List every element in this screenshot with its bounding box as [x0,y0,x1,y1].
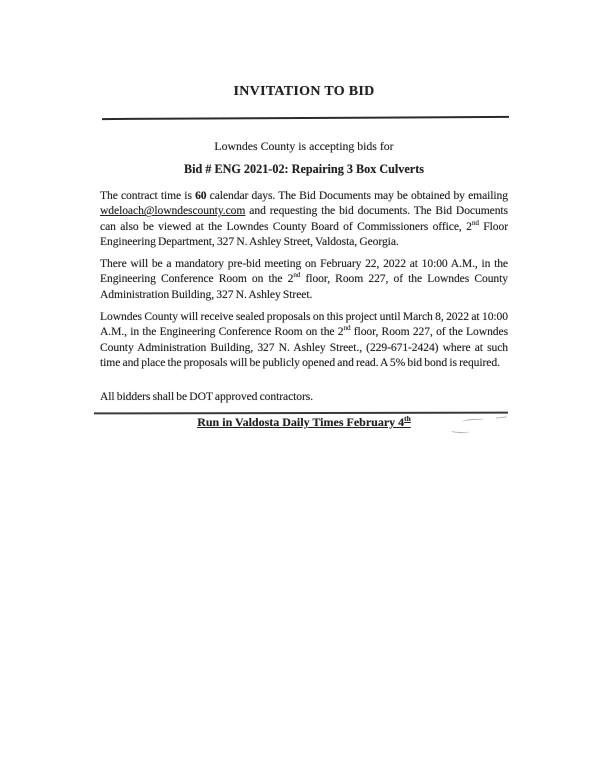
paragraph-prebid-meeting: There will be a mandatory pre-bid meeting on February 22, 2022 at 10:00 A.M., in the Engineering Conference Room on the 2nd floor, Room 227, of the Lowndes County Administration Building, 327 N. Ashley Street. [100,257,508,301]
document-title: INVITATION TO BID [233,84,375,99]
scan-smudge [451,428,469,434]
intro-line: Lowndes County is accepting bids for [214,139,394,153]
divider-bottom [94,411,508,414]
divider-top [102,116,509,120]
paragraph-dot-contractors: All bidders shall be DOT approved contractors. [100,390,314,403]
footer-note: Run in Valdosta Daily Times February 4th [197,414,411,429]
bid-heading: Bid # ENG 2021-02: Repairing 3 Box Culverts [183,162,425,176]
paragraph-sealed-proposals: Lowndes County will receive sealed proposals on this project until March 8, 2022 at 10:00 A.M., in the Engineering Conference Room on the 2nd floor, Room 227, of the Lowndes County Administration Building, 327 N. Ashley Street., (229-671-2424) where at such time and place the proposals will be publicly opened and read. A 5% bid bond is required. [100,310,508,369]
paragraph-contract-time: The contract time is 60 calendar days. The Bid Documents may be obtained by emailing wdeloach@lowndescounty.com and requesting the bid documents. The Bid Documents can also be viewed at the Lowndes County Board of Commissioners office, 2nd Floor Engineering Department, 327 N. Ashley Street, Valdosta, Georgia. [100,189,508,248]
